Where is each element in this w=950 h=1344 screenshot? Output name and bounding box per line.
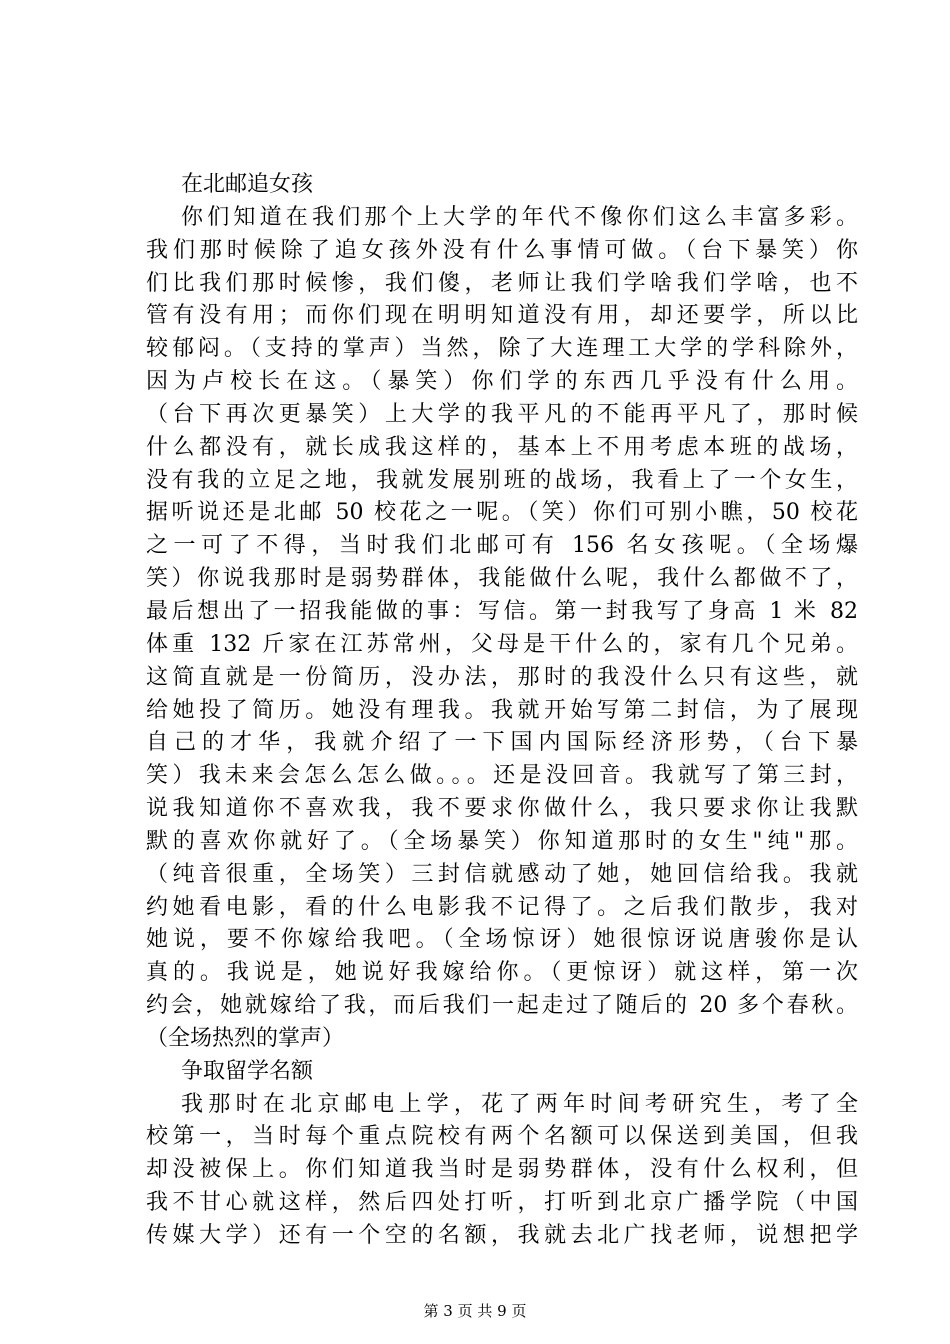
- text-line: 据听说还是北邮 50 校花之一呢。（笑）你们可别小瞧，50 校花: [146, 500, 858, 526]
- text-line: （全场热烈的掌声）: [146, 1025, 345, 1051]
- text-line: 校第一，当时每个重点院校有两个名额可以保送到美国，但我: [146, 1124, 858, 1150]
- text-line: 真的。我说是，她说好我嫁给你。（更惊讶）就这样，第一次: [146, 960, 858, 986]
- text-line: 给她投了简历。她没有理我。我就开始写第二封信，为了展现: [146, 697, 858, 723]
- text-line: 约她看电影，看的什么电影我不记得了。之后我们散步，我对: [146, 894, 858, 920]
- text-line: 我那时在北京邮电上学，花了两年时间考研究生，考了全: [181, 1091, 858, 1117]
- text-line: 说我知道你不喜欢我，我不要求你做什么，我只要求你让我默: [146, 796, 858, 822]
- text-line: 你们知道在我们那个上大学的年代不像你们这么丰富多彩。: [181, 204, 858, 230]
- text-line: 传媒大学）还有一个空的名额，我就去北广找老师，说想把学: [146, 1223, 858, 1248]
- text-line: 因为卢校长在这。（暴笑）你们学的东西几乎没有什么用。: [146, 369, 858, 395]
- text-line: 我们那时候除了追女孩外没有什么事情可做。（台下暴笑）你: [146, 237, 858, 263]
- text-line: 自己的才华，我就介绍了一下国内国际经济形势，（台下暴: [146, 730, 858, 756]
- text-line: 最后想出了一招我能做的事：写信。第一封我写了身高 1 米 82: [146, 598, 858, 624]
- text-line: 默的喜欢你就好了。（全场暴笑）你知道那时的女生"纯"那。: [146, 828, 858, 854]
- page-footer: [0, 1301, 950, 1321]
- text-line: （台下再次更暴笑）上大学的我平凡的不能再平凡了，那时候: [146, 401, 858, 427]
- section-heading-1: 在北邮追女孩: [181, 172, 314, 197]
- page-number-label: 第 3 页 共 9 页: [423, 1302, 527, 1320]
- text-line: 们比我们那时候惨，我们傻，老师让我们学啥我们学啥，也不: [146, 270, 858, 296]
- text-line: 却没被保上。你们知道我当时是弱势群体，没有什么权利，但: [146, 1157, 858, 1183]
- text-line: 笑）你说我那时是弱势群体，我能做什么呢，我什么都做不了，: [146, 566, 858, 592]
- text-line: 没有我的立足之地，我就发展别班的战场，我看上了一个女生，: [146, 467, 858, 493]
- text-line: （纯音很重，全场笑）三封信就感动了她，她回信给我。我就: [146, 861, 858, 887]
- text-line: 管有没有用；而你们现在明明知道没有用，却还要学，所以比: [146, 303, 858, 329]
- text-line: 较郁闷。（支持的掌声）当然，除了大连理工大学的学科除外，: [146, 336, 858, 362]
- section-heading-2: 争取留学名额: [181, 1058, 314, 1084]
- text-line: 什么都没有，就长成我这样的，基本上不用考虑本班的战场，: [146, 434, 858, 460]
- text-line: 笑）我未来会怎么怎么做。。。还是没回音。我就写了第三封，: [146, 763, 858, 789]
- text-line: 她说，要不你嫁给我吧。（全场惊讶）她很惊讶说唐骏你是认: [146, 927, 858, 953]
- document-body: [146, 169, 858, 1253]
- text-line: 这简直就是一份简历，没办法，那时的我没什么只有这些，就: [146, 664, 858, 690]
- text-line: 约会，她就嫁给了我，而后我们一起走过了随后的 20 多个春秋。: [146, 993, 858, 1019]
- text-line: 我不甘心就这样，然后四处打听，打听到北京广播学院（中国: [146, 1190, 858, 1216]
- text-line: 之一可了不得，当时我们北邮可有 156 名女孩呢。（全场爆: [146, 533, 858, 559]
- text-line: 体重 132 斤家在江苏常州，父母是干什么的，家有几个兄弟。: [146, 631, 858, 657]
